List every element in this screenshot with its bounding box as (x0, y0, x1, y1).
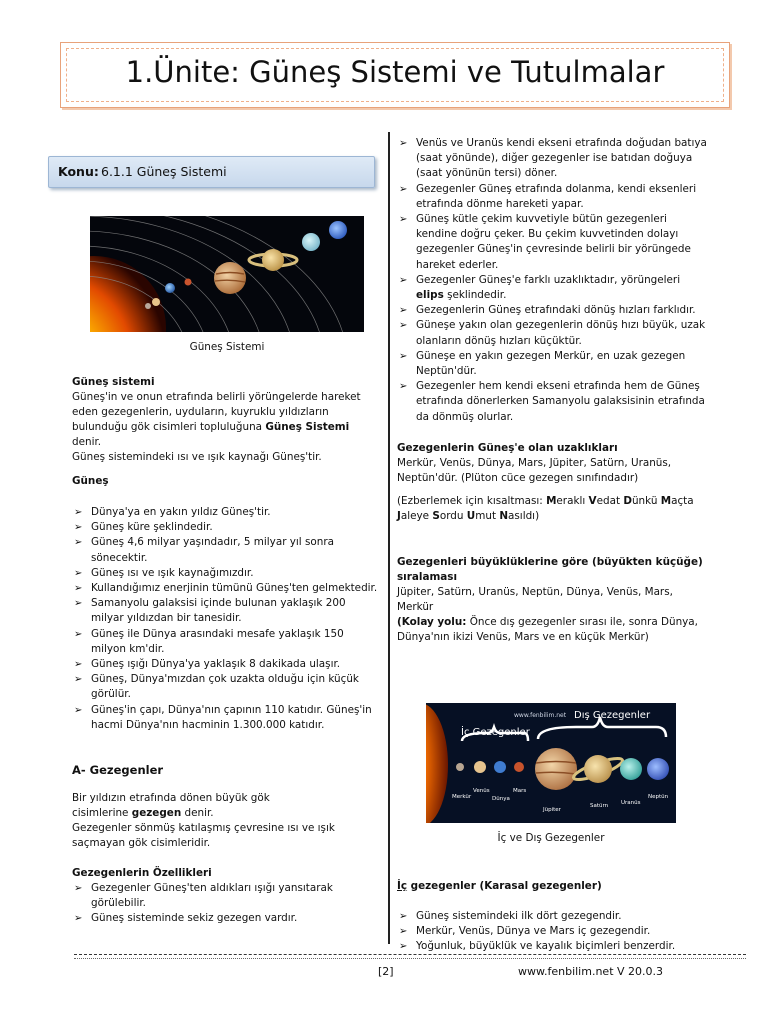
bold-term: elips (416, 289, 444, 302)
solar-system-image (90, 216, 364, 332)
text-span: denir. (181, 807, 214, 820)
underlined-term: İç (397, 880, 408, 892)
list-item: ➢ Samanyolu galaksisi içinde bulunan yaklaşık 200 milyar yıldızdan bir tanesidir. (72, 596, 380, 626)
list-item: ➢ Güneşe yakın olan gezegenlerin dönüş hızı büyük, uzak olanların dönüş hızları küçüktür. (397, 318, 709, 348)
bold-term: (Kolay yolu: (397, 615, 467, 628)
text-span: denir. (72, 436, 102, 448)
planet-label-uranus: Uranüs (621, 800, 641, 806)
list-item: ➢ Kullandığımız enerjinin tümünü Güneş'ten gelmektedir. (72, 581, 380, 596)
mnemonic-word: Jaleye (397, 509, 433, 522)
section-heading-gunes-sistemi: Güneş sistemi (72, 376, 155, 388)
section-heading-gezegenler: A- Gezegenler (72, 763, 164, 778)
planet-label-merkur: Merkür (452, 794, 472, 800)
paragraph-kolay-yolu (397, 615, 709, 645)
outer-planets-label: Dış Gezegenler (574, 710, 651, 721)
text-span: şeklindedir. (443, 289, 507, 302)
list-item: ➢ Güneş ısı ve ışık kaynağımızdır. (72, 566, 380, 581)
mnemonic-word: Meraklı (546, 494, 589, 507)
list-item: ➢ Gezegenler Güneş'ten aldıkları ışığı yansıtarak görülebilir. (72, 881, 380, 911)
paragraph-buyukluk: Jüpiter, Satürn, Uranüs, Neptün, Dünya, Venüs, Mars, Merkür (397, 585, 673, 613)
bold-term: gezegen (131, 807, 182, 820)
page-number: [2] (378, 965, 394, 978)
text-span: (Ezberlemek için kısaltması: (397, 494, 547, 507)
mnemonic-word: Vedat (588, 494, 624, 507)
inner-outer-planets-image (426, 703, 676, 823)
list-item: ➢ Venüs ve Uranüs kendi ekseni etrafında doğudan batıya (saat yönünde), diğer gezegenler ise batıdan doğuya (saat yönünün tersi) döner. (397, 136, 709, 182)
column-divider (388, 132, 390, 944)
mnemonic-word: Maçta (660, 494, 694, 507)
list-item: ➢ Güneş küre şeklindedir. (72, 520, 380, 535)
list-item: ➢ Güneş sisteminde sekiz gezegen vardır. (72, 911, 380, 926)
planet-label-saturn: Satürn (590, 803, 609, 809)
left-column (72, 375, 380, 927)
title-banner (60, 42, 730, 108)
section-heading-buyukluk: Gezegenleri büyüklüklerine göre (büyükten küçüğe) sıralaması (397, 555, 703, 583)
list-item: ➢ Güneş kütle çekim kuvvetiyle bütün gezegenleri kendine doğru çeker. Bu çekim kuvvetinden dolayı gezegenler Güneş'in çevresinde belirli bir yörüngede hareket ederler. (397, 212, 709, 273)
paragraph-gunes-sistemi (72, 390, 380, 450)
ic-gezegenler-list (397, 909, 709, 955)
mnemonic-word: Umut (466, 509, 500, 522)
footer-site: www.fenbilim.net V 20.0.3 (518, 965, 664, 978)
planet-label-mars: Mars (513, 788, 527, 794)
footer-divider (74, 954, 746, 955)
inner-planets-section (397, 879, 709, 955)
paragraph-uzaklik: Merkür, Venüs, Dünya, Mars, Jüpiter, Satürn, Uranüs, Neptün'dür. (Plüton cüce gezegen sınıfındadır) (397, 456, 672, 484)
planet-label-neptun: Neptün (648, 794, 669, 800)
list-item: ➢ Güneş ile Dünya arasındaki mesafe yaklaşık 150 milyon km'dir. (72, 627, 380, 657)
planet-label-dunya: Dünya (492, 796, 510, 802)
text-span: Güneş'in ve onun etrafında belirli yörüngelerde hareket eden gezegenlerin, uyduların, kuyruklu yıldızların bulunduğu gök cisimleri topluluğuna (72, 391, 361, 433)
mnemonic-word: Sordu (432, 509, 467, 522)
inner-planets-label: İç Gezegenler (461, 727, 530, 738)
gezegen-ozellik-list (397, 136, 709, 425)
planet-label-venus: Venüs (473, 788, 490, 794)
mnemonic-word: Nasıldı) (499, 509, 540, 522)
list-item: ➢ Merkür, Venüs, Dünya ve Mars iç gezegendir. (397, 924, 709, 939)
paragraph-gezegen (72, 791, 302, 821)
text-span: gezegenler (Karasal gezegenler) (407, 880, 602, 892)
mnemonic-word: Dünkü (623, 494, 661, 507)
section-heading-gunes: Güneş (72, 475, 109, 487)
section-heading-uzaklik: Gezegenlerin Güneş'e olan uzaklıkları (397, 441, 618, 454)
list-item: ➢ Dünya'ya en yakın yıldız Güneş'tir. (72, 505, 380, 520)
topic-box (48, 156, 375, 188)
list-item: ➢ Gezegenlerin Güneş etrafındaki dönüş hızları farklıdır. (397, 303, 709, 318)
image-caption-planets: İç ve Dış Gezegenler (497, 832, 605, 844)
topic-value: 6.1.1 Güneş Sistemi (101, 164, 227, 179)
list-item: ➢ Güneş'in çapı, Dünya'nın çapının 110 katıdır. Güneş'in hacmi Dünya'nın hacminin 1.300.000 katıdır. (72, 703, 380, 733)
list-item: ➢ Yoğunluk, büyüklük ve kayalık biçimleri benzerdir. (397, 939, 709, 954)
list-item: ➢ Güneş ışığı Dünya'ya yaklaşık 8 dakikada ulaşır. (72, 657, 380, 672)
list-item: ➢ Güneş sistemindeki ilk dört gezegendir. (397, 909, 709, 924)
list-item: ➢ Gezegenler hem kendi ekseni etrafında hem de Güneş etrafında dönerlerken Samanyolu galaksisinin etrafında da dönmüş olurlar. (397, 379, 709, 425)
paragraph-gezegen-2: Gezegenler sönmüş katılaşmış çevresine ısı ve ışık saçmayan gök cisimleridir. (72, 822, 335, 850)
image-site-label: www.fenbilim.net (514, 712, 567, 719)
text-span: Gezegenler Güneş'e farklı uzaklıktadır, yörüngeleri (416, 273, 681, 286)
section-heading-ozellikler: Gezegenlerin Özellikleri (72, 867, 212, 880)
text-span: Önce dış gezegenler sırası ile, sonra Dünya, Dünya'nın ikizi Venüs, Mars ve en küçük Merkür) (397, 615, 698, 643)
list-item: ➢ Gezegenler Güneş etrafında dolanma, kendi eksenleri etrafında dönme hareketi yapar. (397, 182, 709, 212)
text-span: Bir yıldızın etrafında dönen büyük gök cisimlerine (72, 792, 270, 820)
solar-system-illustration (90, 216, 364, 332)
image-caption-solar-system: Güneş Sistemi (189, 341, 265, 353)
section-heading-ic-gezegenler (397, 879, 709, 894)
footer-divider-2 (74, 958, 746, 959)
list-item (397, 273, 709, 303)
page-title: 1.Ünite: Güneş Sistemi ve Tutulmalar (125, 55, 665, 89)
topic-label: Konu: (58, 164, 99, 179)
list-item: ➢ Güneşe en yakın gezegen Merkür, en uzak gezegen Neptün'dür. (397, 349, 709, 379)
ozellikler-list (72, 881, 380, 927)
list-item: ➢ Güneş, Dünya'mızdan çok uzakta olduğu için küçük görülür. (72, 672, 380, 702)
gunes-list (72, 505, 380, 733)
list-item: ➢ Güneş 4,6 milyar yaşındadır, 5 milyar yıl sonra sönecektir. (72, 535, 380, 565)
paragraph-kaynak: Güneş sistemindeki ısı ve ışık kaynağı Güneş'tir. (72, 451, 322, 463)
bold-term: Güneş Sistemi (265, 421, 350, 433)
paragraph-kisaltma (397, 494, 709, 524)
planet-label-jupiter: Jüpiter (543, 807, 561, 813)
right-column (397, 136, 709, 645)
